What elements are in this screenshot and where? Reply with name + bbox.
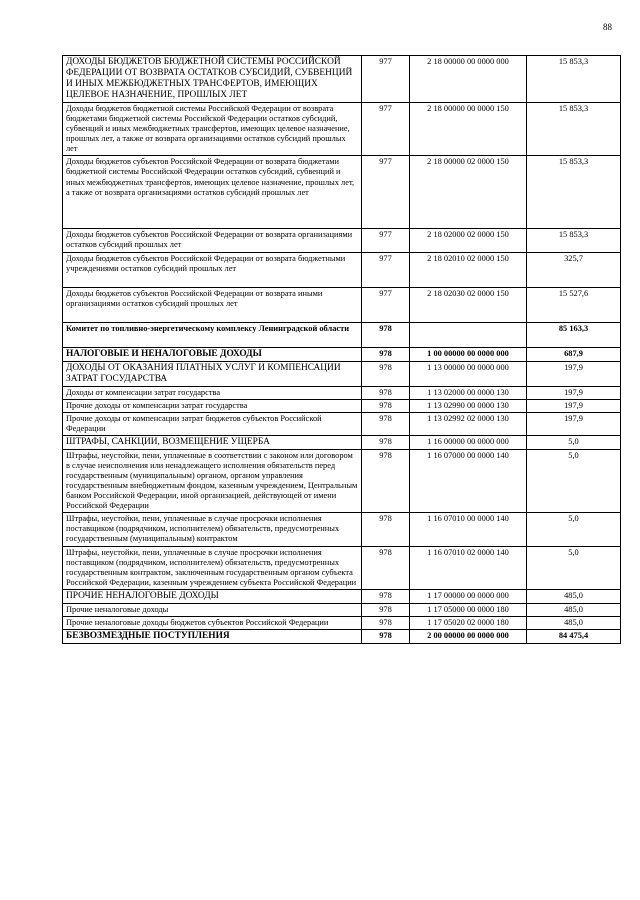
row-admin-code: 977	[362, 103, 410, 156]
row-budget-code: 2 18 02000 02 0000 150	[410, 229, 527, 252]
page-number: 88	[603, 22, 612, 32]
table-row	[63, 56, 621, 103]
row-name: Доходы от компенсации затрат государства	[63, 386, 362, 399]
row-admin-code: 978	[362, 546, 410, 589]
row-amount: 485,0	[527, 589, 621, 603]
row-admin-code: 978	[362, 435, 410, 449]
row-budget-code: 2 18 02010 02 0000 150	[410, 252, 527, 287]
row-admin-code: 978	[362, 361, 410, 386]
row-amount: 5,0	[527, 513, 621, 546]
row-budget-code: 1 17 05000 00 0000 180	[410, 603, 527, 616]
row-amount: 15 853,3	[527, 56, 621, 103]
row-admin-code: 978	[362, 322, 410, 347]
row-amount: 15 853,3	[527, 103, 621, 156]
row-name: Доходы бюджетов субъектов Российской Федерации от возврата бюджетными учреждениями остатков субсидий прошлых лет	[63, 252, 362, 287]
row-amount: 84 475,4	[527, 630, 621, 644]
row-budget-code: 1 00 00000 00 0000 000	[410, 347, 527, 361]
row-amount: 15 853,3	[527, 156, 621, 229]
row-name: БЕЗВОЗМЕЗДНЫЕ ПОСТУПЛЕНИЯ	[63, 630, 362, 644]
row-admin-code: 978	[362, 603, 410, 616]
row-name: Штрафы, неустойки, пени, уплаченные в случае просрочки исполнения поставщиком (подрядчиком, исполнителем) обязательств, предусмотренных государственным (муниципальным) контрактом	[63, 513, 362, 546]
row-admin-code: 978	[362, 449, 410, 512]
row-budget-code: 2 18 00000 02 0000 150	[410, 156, 527, 229]
row-budget-code: 2 18 02030 02 0000 150	[410, 287, 527, 322]
row-name: Прочие доходы от компенсации затрат государства	[63, 399, 362, 412]
table-row	[63, 630, 621, 644]
row-admin-code: 978	[362, 630, 410, 644]
row-name: ДОХОДЫ БЮДЖЕТОВ БЮДЖЕТНОЙ СИСТЕМЫ РОССИЙСКОЙ ФЕДЕРАЦИИ ОТ ВОЗВРАТА ОСТАТКОВ СУБСИДИЙ, СУБВЕНЦИЙ И ИНЫХ МЕЖБЮДЖЕТНЫХ ТРАНСФЕРТОВ, ИМЕЮЩИХ ЦЕЛЕВОЕ НАЗНАЧЕНИЕ, ПРОШЛЫХ ЛЕТ	[63, 56, 362, 103]
row-budget-code: 2 00 00000 00 0000 000	[410, 630, 527, 644]
table-row	[63, 546, 621, 589]
table-row	[63, 513, 621, 546]
row-name: ШТРАФЫ, САНКЦИИ, ВОЗМЕЩЕНИЕ УЩЕРБА	[63, 435, 362, 449]
row-name: Доходы бюджетов бюджетной системы Российской Федерации от возврата бюджетами бюджетной системы Российской Федерации остатков субсидий, субвенций и иных межбюджетных трансфертов, имеющих целевое назначение, прошлых лет, а также от возврата организациями остатков субсидий прошлых лет	[63, 103, 362, 156]
row-amount: 15 853,3	[527, 229, 621, 252]
row-admin-code: 978	[362, 347, 410, 361]
table-row	[63, 103, 621, 156]
table-row	[63, 322, 621, 347]
row-name: Прочие неналоговые доходы	[63, 603, 362, 616]
row-admin-code: 977	[362, 156, 410, 229]
row-amount: 325,7	[527, 252, 621, 287]
row-amount: 197,9	[527, 399, 621, 412]
row-amount: 485,0	[527, 616, 621, 629]
row-admin-code: 978	[362, 399, 410, 412]
row-budget-code: 1 16 07000 00 0000 140	[410, 449, 527, 512]
row-budget-code	[410, 322, 527, 347]
table-row	[63, 616, 621, 629]
row-name: Доходы бюджетов субъектов Российской Федерации от возврата бюджетами бюджетной системы Российской Федерации остатков субсидий, субвенций и иных межбюджетных трансфертов, имеющих целевое назначение, прошлых лет, а также от возврата организациями остатков субсидий прошлых лет	[63, 156, 362, 229]
row-amount: 197,9	[527, 412, 621, 435]
row-name: Штрафы, неустойки, пени, уплаченные в случае просрочки исполнения поставщиком (подрядчиком, исполнителем) обязательств, предусмотренных государственным контрактом, заключенным государственным органом субъекта Российской Федерации, казенным учреждением субъекта Российской Федерации	[63, 546, 362, 589]
table-row	[63, 399, 621, 412]
row-admin-code: 977	[362, 287, 410, 322]
row-admin-code: 978	[362, 412, 410, 435]
row-budget-code: 1 13 02990 00 0000 130	[410, 399, 527, 412]
row-name: Прочие доходы от компенсации затрат бюджетов субъектов Российской Федерации	[63, 412, 362, 435]
row-name: Прочие неналоговые доходы бюджетов субъектов Российской Федерации	[63, 616, 362, 629]
row-amount: 197,9	[527, 361, 621, 386]
row-admin-code: 977	[362, 229, 410, 252]
row-budget-code: 1 16 07010 00 0000 140	[410, 513, 527, 546]
row-amount: 197,9	[527, 386, 621, 399]
row-name: Доходы бюджетов субъектов Российской Федерации от возврата иными организациями остатков субсидий прошлых лет	[63, 287, 362, 322]
row-budget-code: 1 17 05020 02 0000 180	[410, 616, 527, 629]
row-budget-code: 2 18 00000 00 0000 000	[410, 56, 527, 103]
row-name: ПРОЧИЕ НЕНАЛОГОВЫЕ ДОХОДЫ	[63, 589, 362, 603]
row-amount: 5,0	[527, 449, 621, 512]
table-row	[63, 603, 621, 616]
row-budget-code: 1 13 02992 02 0000 130	[410, 412, 527, 435]
row-name: Штрафы, неустойки, пени, уплаченные в соответствии с законом или договором в случае неисполнения или ненадлежащего исполнения обязательств перед государственным (муниципальным) органом, органом управления государственным внебюджетным фондом, казенным учреждением, Центральным банком Российской Федерации, иной организацией, действующей от имени Российской Федерации	[63, 449, 362, 512]
row-name: ДОХОДЫ ОТ ОКАЗАНИЯ ПЛАТНЫХ УСЛУГ И КОМПЕНСАЦИИ ЗАТРАТ ГОСУДАРСТВА	[63, 361, 362, 386]
table-row	[63, 589, 621, 603]
row-amount: 85 163,3	[527, 322, 621, 347]
row-amount: 5,0	[527, 435, 621, 449]
table-row	[63, 412, 621, 435]
row-name: Комитет по топливно-энергетическому комплексу Ленинградской области	[63, 322, 362, 347]
table-row	[63, 252, 621, 287]
row-amount: 687,9	[527, 347, 621, 361]
row-budget-code: 1 16 07010 02 0000 140	[410, 546, 527, 589]
row-amount: 5,0	[527, 546, 621, 589]
table-row	[63, 435, 621, 449]
table-row	[63, 287, 621, 322]
row-admin-code: 978	[362, 386, 410, 399]
row-admin-code: 978	[362, 513, 410, 546]
row-amount: 15 527,6	[527, 287, 621, 322]
table-row	[63, 449, 621, 512]
row-budget-code: 1 17 00000 00 0000 000	[410, 589, 527, 603]
row-name: Доходы бюджетов субъектов Российской Федерации от возврата организациями остатков субсидий прошлых лет	[63, 229, 362, 252]
row-name: НАЛОГОВЫЕ И НЕНАЛОГОВЫЕ ДОХОДЫ	[63, 347, 362, 361]
table-row	[63, 156, 621, 229]
table-row	[63, 386, 621, 399]
row-admin-code: 977	[362, 56, 410, 103]
row-admin-code: 977	[362, 252, 410, 287]
table-row	[63, 361, 621, 386]
row-budget-code: 1 16 00000 00 0000 000	[410, 435, 527, 449]
budget-revenue-table	[62, 55, 621, 644]
row-budget-code: 2 18 00000 00 0000 150	[410, 103, 527, 156]
row-amount: 485,0	[527, 603, 621, 616]
row-admin-code: 978	[362, 616, 410, 629]
row-budget-code: 1 13 02000 00 0000 130	[410, 386, 527, 399]
table-row	[63, 347, 621, 361]
row-budget-code: 1 13 00000 00 0000 000	[410, 361, 527, 386]
table-row	[63, 229, 621, 252]
row-admin-code: 978	[362, 589, 410, 603]
